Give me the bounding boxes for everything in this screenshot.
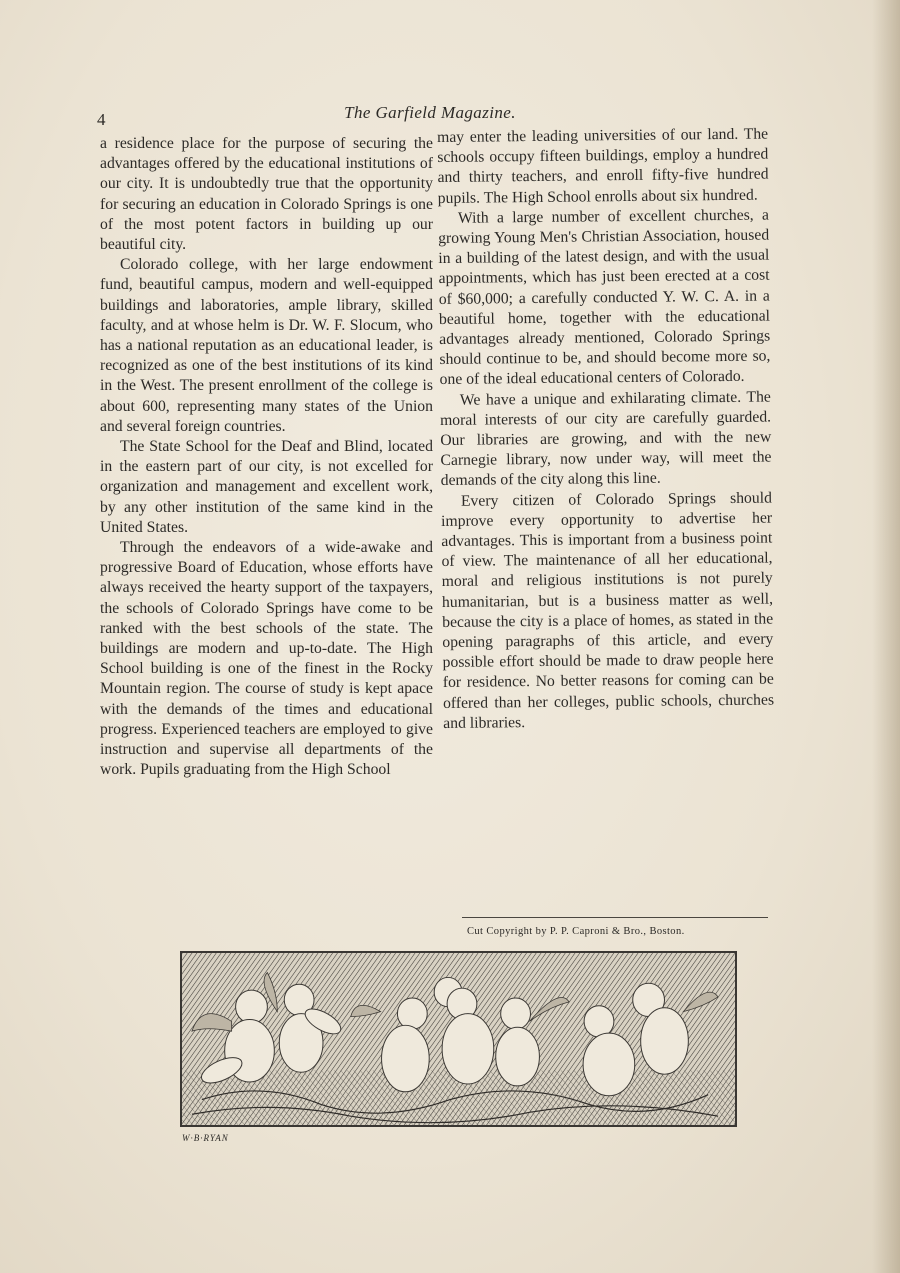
paragraph: Every citizen of Colorado Springs should improve every opportunity to advertise her advantages. This is important from a business point of view. The maintenance of all her educational, moral and religious institutions is not purely humanitarian, but is a business matter as well, because the city is a place of homes, as stated in the opening paragraphs of this article, and every possible effort should be made to draw people here for residence. No better reasons for coming can be offered than her colleges, public schools, churches and libraries. <box>441 489 775 732</box>
page-edge-shadow <box>872 0 900 1273</box>
cherubs-frieze-illustration <box>180 951 737 1127</box>
paragraph: Colorado college, with her large endowment fund, beautiful campus, modern and well-equipped buildings and laboratories, ample library, skilled faculty, and at whose helm is Dr. W. F. Slocum, who has a national reputation as an educational leader, is recognized as one of the best institutions of its kind in the West. The present enrollment of the college is about 600, representing many states of the Union and several foreign countries. <box>100 256 433 435</box>
paragraph: a residence place for the purpose of securing the advantages offered by the educational institutions of our city. It is undoubtedly true that the opportunity for securing an education in Colorado Springs is one of the most potent factors in building up our beautiful city. <box>100 135 433 254</box>
running-header-title: The Garfield Magazine. <box>344 103 516 122</box>
image-credit: Cut Copyright by P. P. Caproni & Bro., Boston. <box>467 926 685 937</box>
cherubs-frieze-engraving <box>182 953 735 1125</box>
paragraph: With a large number of excellent churches, a growing Young Men's Christian Association, housed in a building of the latest design, and with the usual appointments, which has just been erected at a cost of $60,000; a carefully conducted Y. W. C. A. in a beautiful home, together with the educational advantages already mentioned, Colorado Springs should continue to be, and should become more so, one of the ideal educational centers of Colorado. <box>438 206 771 389</box>
paragraph: may enter the leading universities of our land. The schools occupy fifteen buildings, employ a hundred and thirty teachers, and enroll fifty-five hundred pupils. The High School enrolls about six hundred. <box>437 125 769 207</box>
divider-rule <box>462 917 768 918</box>
paragraph: The State School for the Deaf and Blind, located in the eastern part of our city, is not excelled for organization and management and excellent work, by any other institution of the same kind in the United States. <box>100 438 433 536</box>
engraver-signature: W·B·RYAN <box>182 1133 229 1143</box>
paragraph: We have a unique and exhilarating climate. The moral interests of our city are carefully guarded. Our libraries are growing, and with the new Carnegie library, now under way, will meet the demands of the city along this line. <box>439 388 772 490</box>
paragraph: Through the endeavors of a wide-awake and progressive Board of Education, whose efforts have always received the hearty support of the taxpayers, the schools of Colorado Springs have come to be ranked with the best schools of the state. The buildings are modern and up-to-date. The High School building is one of the finest in the Rocky Mountain region. The course of study is kept apace with the demands of the times and educational progress. Experienced teachers are employed to give instruction and supervise all departments of the work. Pupils graduating from the High School <box>100 539 433 779</box>
text-column-left <box>100 134 433 781</box>
page-number: 4 <box>97 110 106 129</box>
text-column-right <box>437 125 774 735</box>
